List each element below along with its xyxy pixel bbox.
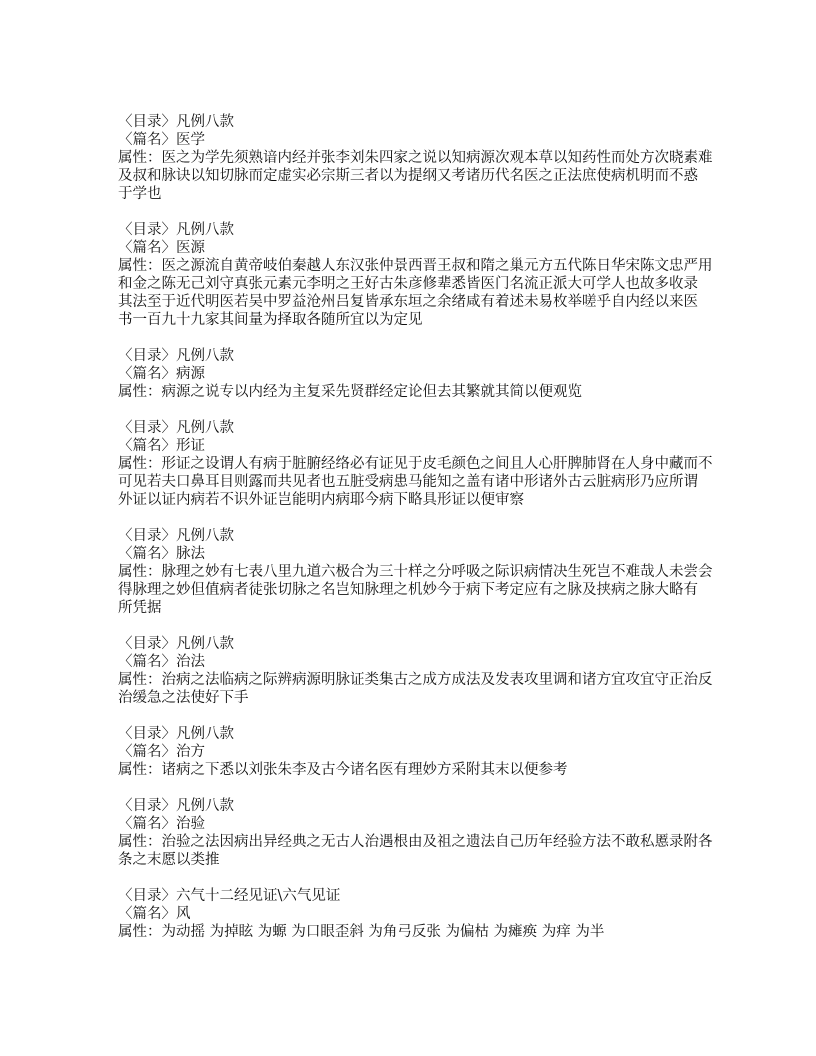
attribute-line: 属性：医之源流自黄帝岐伯秦越人东汉张仲景西晋王叔和隋之巢元方五代陈日华宋陈文忠严用 <box>118 258 713 274</box>
title-line: 〈篇名〉脉法 <box>118 546 205 562</box>
catalog-line: 〈目录〉凡例八款 <box>118 528 234 544</box>
entry <box>118 221 718 329</box>
attribute-line: 属性：治验之法因病出异经典之无古人治遇根由及祖之遗法自己历年经验方法不敢私慝录附各 <box>118 834 713 850</box>
catalog-line: 〈目录〉凡例八款 <box>118 348 234 364</box>
title-line: 〈篇名〉形证 <box>118 438 205 454</box>
catalog-line: 〈目录〉凡例八款 <box>118 114 234 130</box>
entry <box>118 635 718 707</box>
title-line: 〈篇名〉治验 <box>118 816 205 832</box>
attribute-line: 及叔和脉诀以知切脉而定虚实必宗斯三者以为提纲又考诸历代名医之正法庶使病机明而不惑 <box>118 168 698 184</box>
attribute-line: 其法至于近代明医若吴中罗益沧州吕复皆承东垣之余绪咸有着述未易枚举嗟乎自内经以来医 <box>118 294 698 310</box>
attribute-line: 属性：病源之说专以内经为主复采先贤群经定论但去其繁就其简以便观览 <box>118 384 582 400</box>
attribute-line: 所凭据 <box>118 600 162 616</box>
catalog-line: 〈目录〉凡例八款 <box>118 726 234 742</box>
attribute-line: 外证以证内病若不识外证岂能明内病耶今病下略具形证以便审察 <box>118 492 524 508</box>
attribute-line: 可见若夫口鼻耳目则露而共见者也五脏受病患马能知之盖有诸中形诸外古云脏病形乃应所谓 <box>118 474 698 490</box>
entry <box>118 347 718 401</box>
entry <box>118 419 718 509</box>
attribute-line: 于学也 <box>118 186 162 202</box>
title-line: 〈篇名〉治方 <box>118 744 205 760</box>
title-line: 〈篇名〉治法 <box>118 654 205 670</box>
attribute-line: 属性：脉理之妙有七表八里九道六极合为三十样之分呼吸之际识病情决生死岂不难哉人未尝会 <box>118 564 713 580</box>
attribute-line: 治缓急之法使好下手 <box>118 690 249 706</box>
entry <box>118 527 718 617</box>
attribute-line: 属性：医之为学先须熟谙内经并张李刘朱四家之说以知病源次观本草以知药性而处方次晓素难 <box>118 150 713 166</box>
title-line: 〈篇名〉医源 <box>118 240 205 256</box>
entry <box>118 887 718 941</box>
attribute-line: 得脉理之妙但值病者徒张切脉之名岂知脉理之机妙今于病下考定应有之脉及挟病之脉大略有 <box>118 582 698 598</box>
entry <box>118 113 718 203</box>
catalog-line: 〈目录〉六气十二经见证\六气见证 <box>118 888 341 904</box>
attribute-line: 属性：形证之设谓人有病于脏腑经络必有证见于皮毛颜色之间且人心肝脾肺肾在人身中藏而不 <box>118 456 713 472</box>
catalog-line: 〈目录〉凡例八款 <box>118 222 234 238</box>
attribute-line: 属性：为动摇 为掉眩 为螈 为口眼歪斜 为角弓反张 为偏枯 为瘫痪 为痒 为半 <box>118 924 605 940</box>
attribute-line: 书一百九十九家其间量为择取各随所宜以为定见 <box>118 312 423 328</box>
attribute-line: 属性：治病之法临病之际辨病源明脉证类集古之成方成法及发表攻里调和诸方宜攻宜守正治反 <box>118 672 713 688</box>
title-line: 〈篇名〉医学 <box>118 132 205 148</box>
attribute-line: 属性：诸病之下悉以刘张朱李及古今诸名医有理妙方采附其末以便参考 <box>118 762 568 778</box>
catalog-line: 〈目录〉凡例八款 <box>118 420 234 436</box>
title-line: 〈篇名〉风 <box>118 906 191 922</box>
title-line: 〈篇名〉病源 <box>118 366 205 382</box>
document-page <box>118 113 718 959</box>
attribute-line: 和金之陈无己刘守真张元素元李明之王好古朱彦修辈悉皆医门名流正派大可学人也故多收录 <box>118 276 698 292</box>
catalog-line: 〈目录〉凡例八款 <box>118 636 234 652</box>
entry <box>118 797 718 869</box>
attribute-line: 条之末愿以类推 <box>118 852 220 868</box>
catalog-line: 〈目录〉凡例八款 <box>118 798 234 814</box>
entry <box>118 725 718 779</box>
